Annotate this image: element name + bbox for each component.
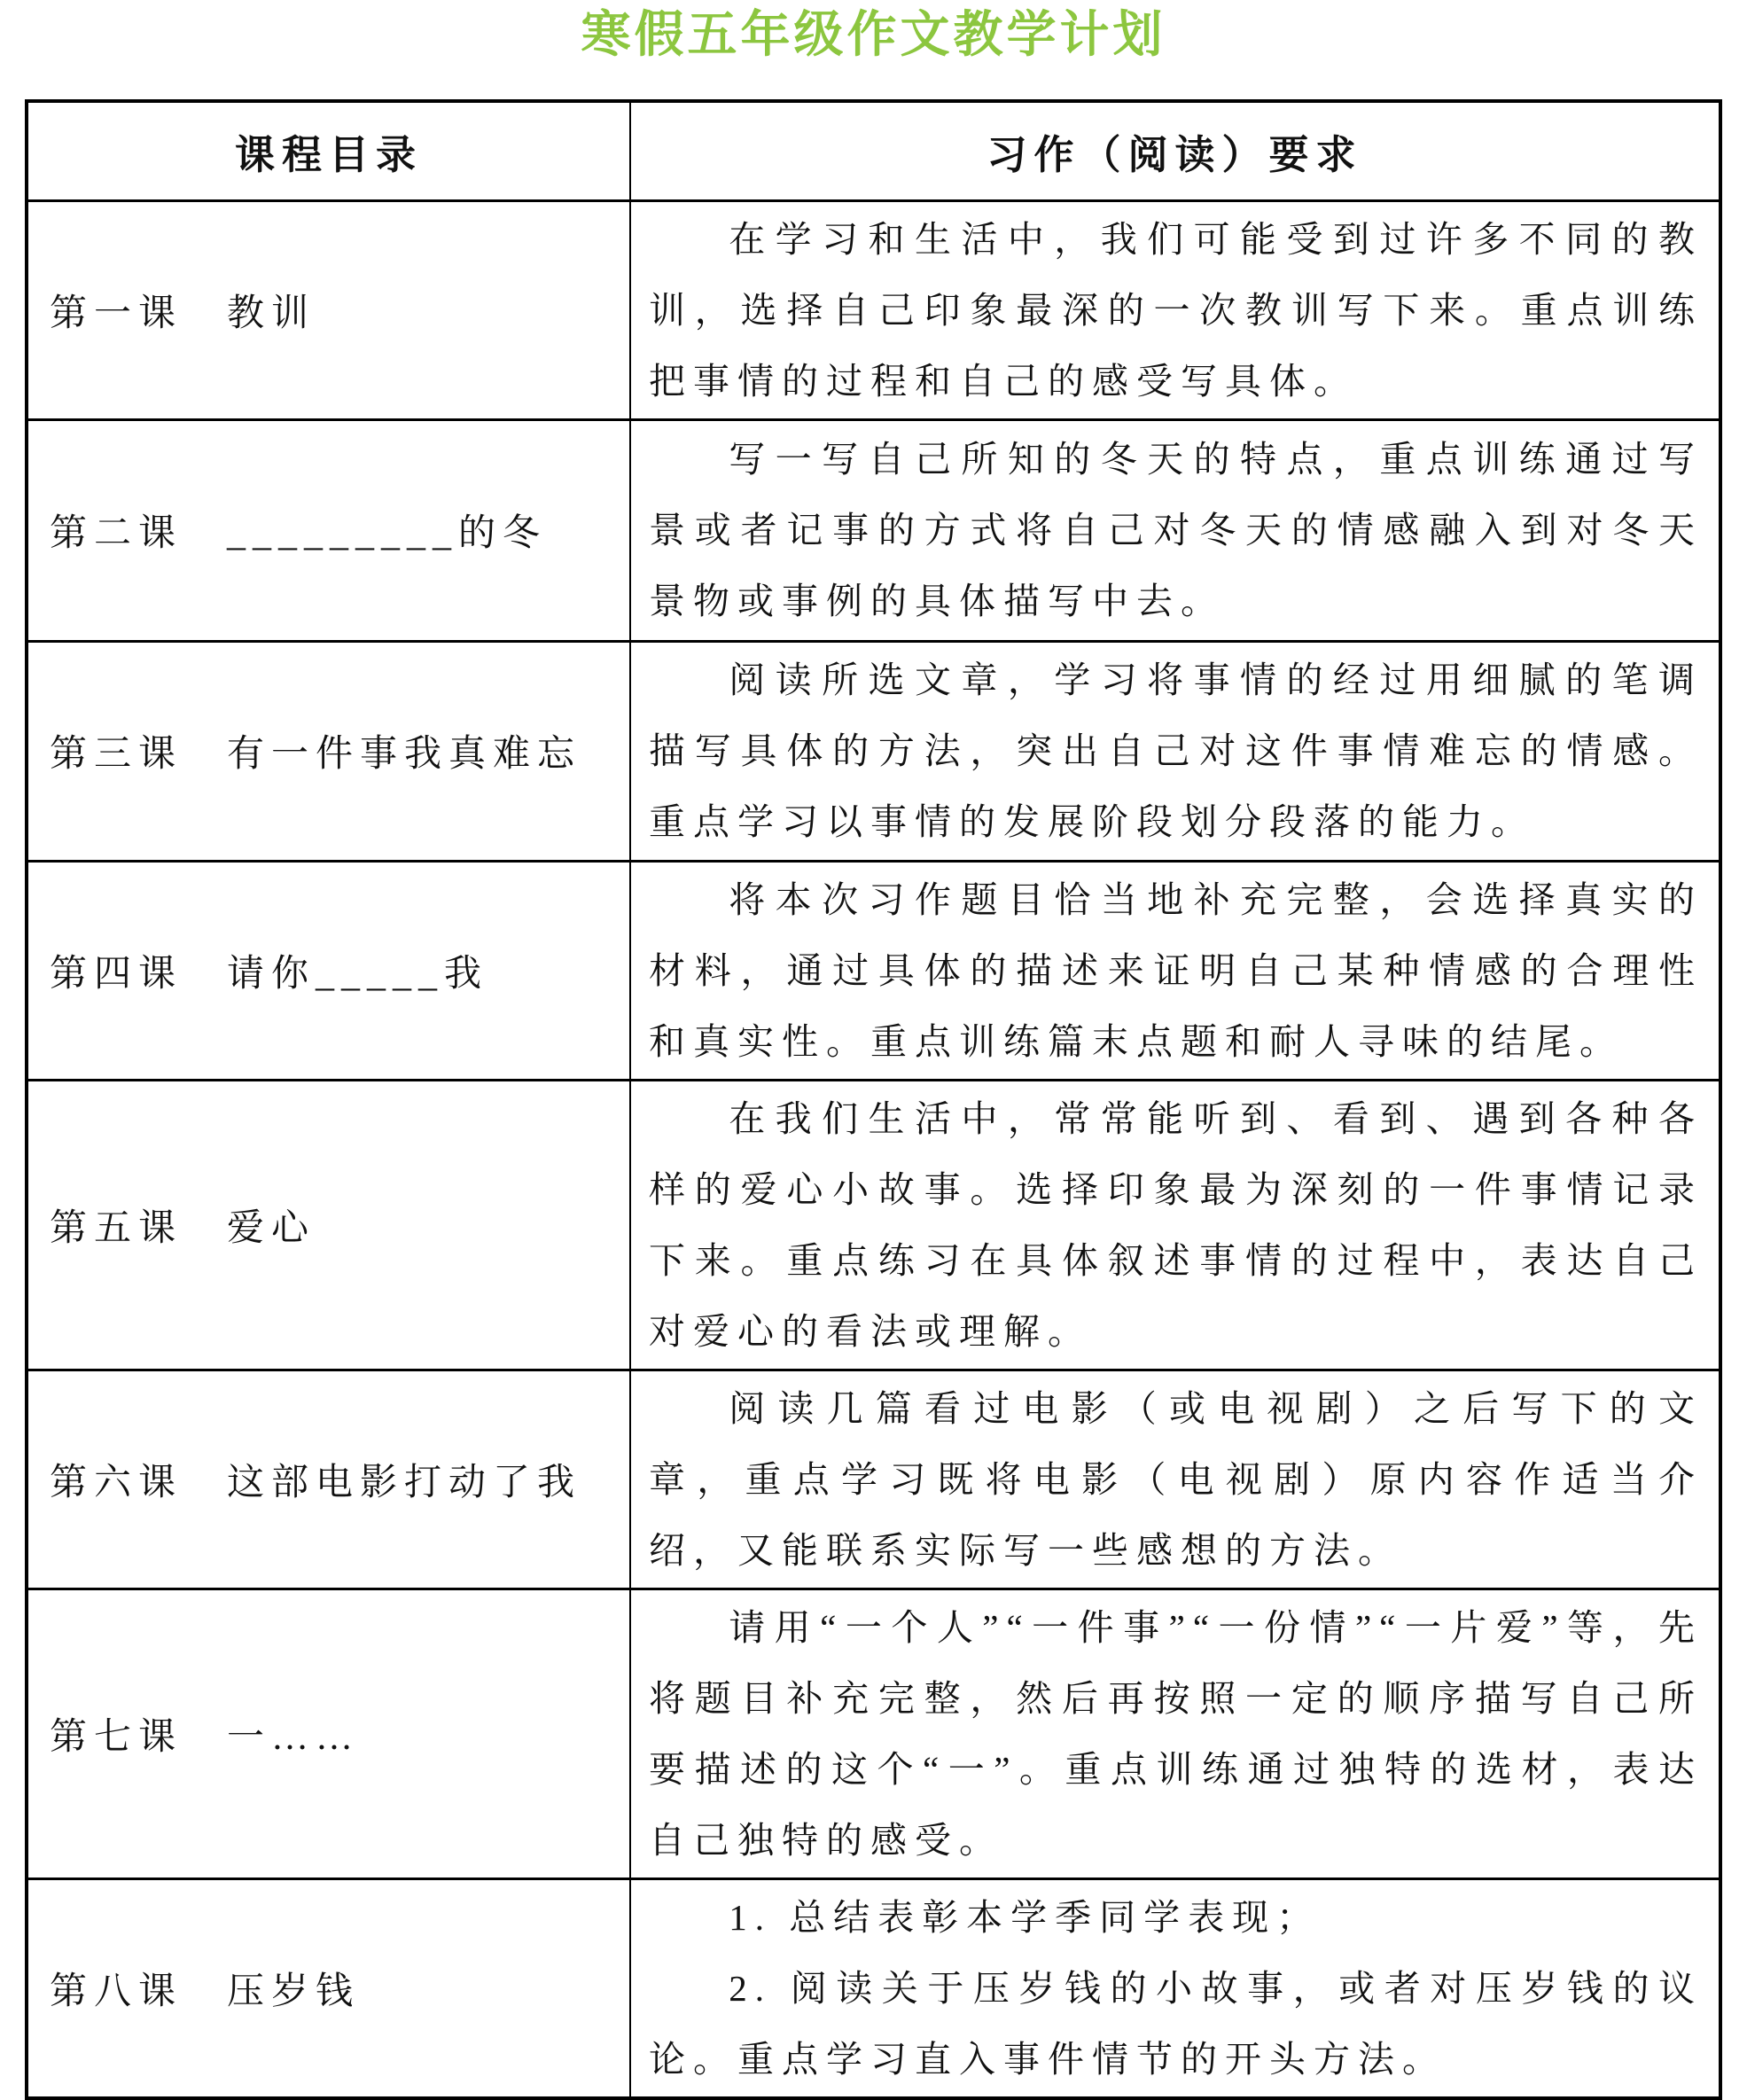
requirement-paragraph: 阅读所选文章，学习将事情的经过用细腻的笔调描写具体的方法，突出自己对这件事情难忘的情感。重点学习以事情的发展阶段划分段落的能力。 [649,660,1703,842]
page-title: 寒假五年级作文教学计划 [581,6,1166,64]
course-cell: 第一课 教训 [27,200,630,419]
requirement-cell [630,1589,1720,1878]
requirement-paragraph: 将本次习作题目恰当地补充完整，会选择真实的材料，通过具体的描述来证明自己某种情感的合理性和真实性。重点训练篇末点题和耐人寻味的结尾。 [649,878,1703,1062]
requirement-paragraph: 阅读几篇看过电影（或电视剧）之后写下的文章，重点学习既将电影（电视剧）原内容作适当介绍，又能联系实际写一些感想的方法。 [649,1387,1703,1571]
table-row [27,1080,1720,1370]
requirement-cell [630,419,1720,641]
course-cell: 第二课 _________的冬 [27,419,630,641]
table-row [27,1370,1720,1589]
requirement-paragraph: 在我们生活中，常常能听到、看到、遇到各种各样的爱心小故事。选择印象最为深刻的一件事情记录下来。重点练习在具体叙述事情的过程中，表达自己对爱心的看法或理解。 [649,1097,1703,1352]
course-cell: 第七课 一…… [27,1589,630,1878]
requirement-paragraph: 在学习和生活中，我们可能受到过许多不同的教训，选择自己印象最深的一次教训写下来。重点训练把事情的过程和自己的感受写具体。 [649,218,1703,402]
table-row [27,1589,1720,1878]
table-row [27,200,1720,419]
requirement-paragraph: 请用“一个人”“一件事”“一份情”“一片爱”等，先将题目补充完整，然后再按照一定的顺序描写自己所要描述的这个“一”。重点训练通过独特的选材，表达自己独特的感受。 [649,1606,1703,1861]
course-cell: 第八课 压岁钱 [27,1878,630,2098]
requirement-cell [630,1370,1720,1589]
header-row [27,101,1720,200]
requirement-cell [630,861,1720,1080]
requirement-paragraph: 写一写自己所知的冬天的特点，重点训练通过写景或者记事的方式将自己对冬天的情感融入到对冬天景物或事例的具体描写中去。 [649,439,1703,621]
course-cell: 第四课 请你_____我 [27,861,630,1080]
column-header-requirement: 习作（阅读）要求 [630,101,1720,200]
course-cell: 第三课 有一件事我真难忘 [27,641,630,861]
course-cell: 第五课 爱心 [27,1080,630,1370]
teaching-plan-table [25,99,1722,2100]
course-cell: 第六课 这部电影打动了我 [27,1370,630,1589]
table-row [27,641,1720,861]
requirement-paragraph: 1. 总结表彰本学季同学表现； [729,1896,1322,1938]
requirement-cell [630,1080,1720,1370]
column-header-course: 课程目录 [27,101,630,200]
plan-table-body [27,200,1720,2098]
table-row [27,419,1720,641]
requirement-cell [630,1878,1720,2098]
requirement-paragraph: 2. 阅读关于压岁钱的小故事，或者对压岁钱的议论。重点学习直入事件情节的开头方法。 [649,1967,1703,2080]
requirement-cell [630,200,1720,419]
requirement-cell [630,641,1720,861]
table-row [27,861,1720,1080]
table-row [27,1878,1720,2098]
